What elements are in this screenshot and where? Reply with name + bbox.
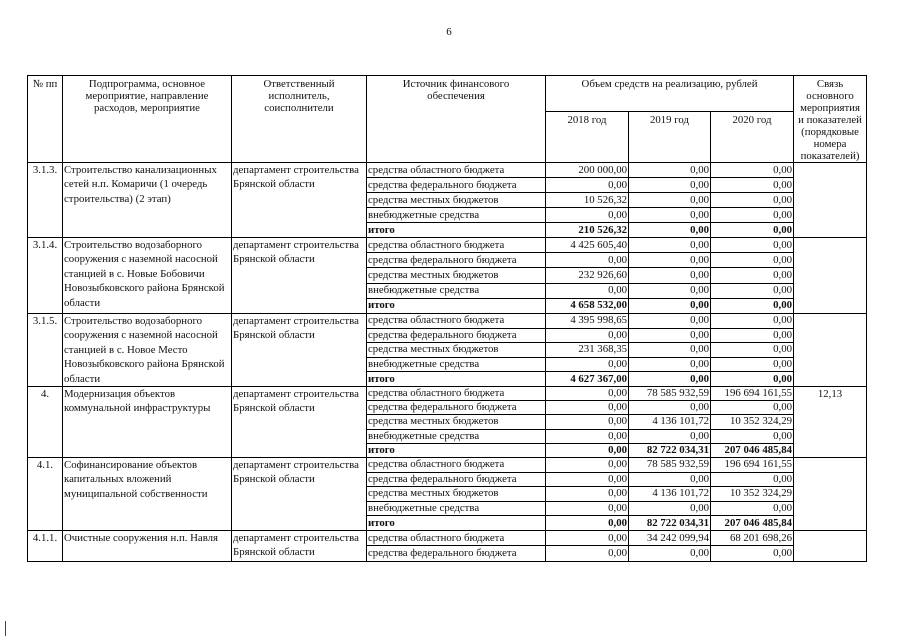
- funding-source: средства федерального бюджета: [367, 472, 546, 487]
- funding-source: средства местных бюджетов: [367, 415, 546, 429]
- budget-row: [28, 238, 867, 253]
- header-row: [28, 76, 867, 112]
- amount-2020: 0,00: [711, 401, 794, 415]
- amount-2018: 0,00: [546, 429, 629, 443]
- amount-2020: 207 046 485,84: [711, 516, 794, 531]
- amount-2020: 0,00: [711, 193, 794, 208]
- budget-row: [28, 313, 867, 328]
- amount-2018: 0,00: [546, 208, 629, 223]
- item-name: Софинансирование объектов капитальных вложений муниципальной собственности: [63, 457, 232, 530]
- funding-source: внебюджетные средства: [367, 208, 546, 223]
- amount-2018: 4 395 998,65: [546, 313, 629, 328]
- amount-2018: 210 526,32: [546, 223, 629, 238]
- amount-2019: 0,00: [629, 223, 711, 238]
- item-number: 4.1.: [28, 457, 63, 530]
- executor: департамент строительства Брянской области: [232, 313, 367, 386]
- amount-2019: 82 722 034,31: [629, 443, 711, 457]
- funding-source: средства областного бюджета: [367, 457, 546, 472]
- amount-2018: 0,00: [546, 443, 629, 457]
- amount-2019: 0,00: [629, 208, 711, 223]
- funding-source: средства федерального бюджета: [367, 178, 546, 193]
- amount-2018: 231 368,35: [546, 343, 629, 358]
- amount-2018: 0,00: [546, 530, 629, 546]
- amount-2020: 0,00: [711, 163, 794, 178]
- amount-2019: 0,00: [629, 472, 711, 487]
- item-number: 3.1.3.: [28, 163, 63, 238]
- amount-2020: 0,00: [711, 253, 794, 268]
- amount-2019: 0,00: [629, 429, 711, 443]
- amount-2019: 78 585 932,59: [629, 457, 711, 472]
- funding-source: средства областного бюджета: [367, 530, 546, 546]
- table-header: [28, 76, 867, 163]
- amount-2018: 4 658 532,00: [546, 298, 629, 313]
- funding-source: итого: [367, 223, 546, 238]
- header-year-2020: 2020 год: [711, 112, 794, 163]
- item-name: Модернизация объектов коммунальной инфраструктуры: [63, 386, 232, 457]
- funding-source: средства федерального бюджета: [367, 401, 546, 415]
- amount-2020: 0,00: [711, 223, 794, 238]
- amount-2020: 68 201 698,26: [711, 530, 794, 546]
- amount-2019: 0,00: [629, 343, 711, 358]
- amount-2019: 0,00: [629, 546, 711, 562]
- funding-source: внебюджетные средства: [367, 501, 546, 516]
- amount-2018: 0,00: [546, 357, 629, 372]
- item-name: Строительство канализационных сетей н.п. Комаричи (1 очередь строительства) (2 этап): [63, 163, 232, 238]
- amount-2020: 10 352 324,29: [711, 487, 794, 502]
- amount-2019: 0,00: [629, 163, 711, 178]
- amount-2019: 0,00: [629, 501, 711, 516]
- budget-row: [28, 457, 867, 472]
- amount-2019: 4 136 101,72: [629, 487, 711, 502]
- item-number: 4.: [28, 386, 63, 457]
- indicator-link: [794, 238, 867, 314]
- amount-2019: 0,00: [629, 357, 711, 372]
- header-funding-source: Источник финансового обеспечения: [367, 76, 546, 163]
- funding-source: итого: [367, 298, 546, 313]
- amount-2018: 0,00: [546, 328, 629, 343]
- item-number: 4.1.1.: [28, 530, 63, 561]
- scan-mark: [5, 621, 6, 636]
- amount-2020: 0,00: [711, 372, 794, 387]
- amount-2020: 0,00: [711, 472, 794, 487]
- amount-2020: 196 694 161,55: [711, 386, 794, 400]
- amount-2020: 0,00: [711, 429, 794, 443]
- amount-2018: 0,00: [546, 253, 629, 268]
- amount-2018: 0,00: [546, 501, 629, 516]
- amount-2019: 0,00: [629, 178, 711, 193]
- amount-2018: 0,00: [546, 516, 629, 531]
- header-program-name: Подпрограмма, основное мероприятие, направление расходов, мероприятие: [63, 76, 232, 163]
- amount-2018: 0,00: [546, 487, 629, 502]
- amount-2019: 0,00: [629, 313, 711, 328]
- amount-2020: 196 694 161,55: [711, 457, 794, 472]
- amount-2019: 78 585 932,59: [629, 386, 711, 400]
- amount-2020: 207 046 485,84: [711, 443, 794, 457]
- funding-source: итого: [367, 443, 546, 457]
- amount-2020: 0,00: [711, 268, 794, 283]
- table-body: [28, 163, 867, 562]
- amount-2020: 0,00: [711, 357, 794, 372]
- executor: департамент строительства Брянской области: [232, 163, 367, 238]
- funding-source: средства местных бюджетов: [367, 487, 546, 502]
- amount-2020: 0,00: [711, 208, 794, 223]
- amount-2019: 0,00: [629, 238, 711, 253]
- amount-2018: 4 425 605,40: [546, 238, 629, 253]
- amount-2019: 0,00: [629, 253, 711, 268]
- amount-2019: 0,00: [629, 372, 711, 387]
- funding-source: внебюджетные средства: [367, 357, 546, 372]
- item-name: Очистные сооружения н.п. Навля: [63, 530, 232, 561]
- executor: департамент строительства Брянской области: [232, 238, 367, 314]
- amount-2018: 0,00: [546, 472, 629, 487]
- executor: департамент строительства Брянской области: [232, 530, 367, 561]
- executor: департамент строительства Брянской области: [232, 457, 367, 530]
- amount-2019: 0,00: [629, 298, 711, 313]
- header-year-2019: 2019 год: [629, 112, 711, 163]
- amount-2018: 0,00: [546, 457, 629, 472]
- funding-source: средства местных бюджетов: [367, 343, 546, 358]
- amount-2020: 0,00: [711, 501, 794, 516]
- funding-source: средства областного бюджета: [367, 163, 546, 178]
- funding-source: средства местных бюджетов: [367, 268, 546, 283]
- amount-2018: 0,00: [546, 546, 629, 562]
- amount-2019: 0,00: [629, 268, 711, 283]
- amount-2020: 0,00: [711, 238, 794, 253]
- amount-2020: 0,00: [711, 546, 794, 562]
- budget-row: [28, 386, 867, 400]
- item-name: Строительство водозаборного сооружения с наземной насосной станцией в с. Новые Бобовичи Новозыбковского района Брянской области: [63, 238, 232, 314]
- amount-2018: 0,00: [546, 401, 629, 415]
- amount-2018: 0,00: [546, 178, 629, 193]
- amount-2019: 0,00: [629, 193, 711, 208]
- amount-2019: 0,00: [629, 401, 711, 415]
- header-funding-volume: Объем средств на реализацию, рублей: [546, 76, 794, 112]
- indicator-link: [794, 457, 867, 530]
- amount-2020: 10 352 324,29: [711, 415, 794, 429]
- budget-row: [28, 530, 867, 546]
- amount-2018: 10 526,32: [546, 193, 629, 208]
- indicator-link: 12,13: [794, 386, 867, 457]
- amount-2020: 0,00: [711, 283, 794, 298]
- funding-source: итого: [367, 372, 546, 387]
- budget-row: [28, 163, 867, 178]
- amount-2019: 0,00: [629, 283, 711, 298]
- amount-2019: 4 136 101,72: [629, 415, 711, 429]
- page-number: 6: [446, 26, 452, 38]
- header-year-2018: 2018 год: [546, 112, 629, 163]
- funding-source: средства областного бюджета: [367, 238, 546, 253]
- amount-2018: 232 926,60: [546, 268, 629, 283]
- amount-2019: 82 722 034,31: [629, 516, 711, 531]
- funding-source: средства федерального бюджета: [367, 253, 546, 268]
- amount-2018: 0,00: [546, 283, 629, 298]
- item-number: 3.1.5.: [28, 313, 63, 386]
- indicator-link: [794, 313, 867, 386]
- amount-2018: 0,00: [546, 386, 629, 400]
- amount-2020: 0,00: [711, 178, 794, 193]
- funding-source: средства областного бюджета: [367, 386, 546, 400]
- item-name: Строительство водозаборного сооружения с наземной насосной станцией в с. Новое Место Новозыбковского района Брянской области: [63, 313, 232, 386]
- funding-source: средства федерального бюджета: [367, 328, 546, 343]
- amount-2018: 4 627 367,00: [546, 372, 629, 387]
- indicator-link: [794, 163, 867, 238]
- amount-2020: 0,00: [711, 343, 794, 358]
- amount-2020: 0,00: [711, 313, 794, 328]
- amount-2018: 0,00: [546, 415, 629, 429]
- indicator-link: [794, 530, 867, 561]
- funding-source: итого: [367, 516, 546, 531]
- header-number: № пп: [28, 76, 63, 163]
- funding-source: средства местных бюджетов: [367, 193, 546, 208]
- funding-source: средства федерального бюджета: [367, 546, 546, 562]
- amount-2018: 200 000,00: [546, 163, 629, 178]
- funding-source: внебюджетные средства: [367, 283, 546, 298]
- amount-2019: 0,00: [629, 328, 711, 343]
- funding-source: средства областного бюджета: [367, 313, 546, 328]
- header-executor: Ответственный исполнитель, соисполнители: [232, 76, 367, 163]
- header-indicator-link: Связь основного мероприятия и показателей (порядковые номера показателей): [794, 76, 867, 163]
- executor: департамент строительства Брянской области: [232, 386, 367, 457]
- amount-2020: 0,00: [711, 328, 794, 343]
- item-number: 3.1.4.: [28, 238, 63, 314]
- budget-table: [27, 75, 867, 562]
- funding-source: внебюджетные средства: [367, 429, 546, 443]
- amount-2019: 34 242 099,94: [629, 530, 711, 546]
- amount-2020: 0,00: [711, 298, 794, 313]
